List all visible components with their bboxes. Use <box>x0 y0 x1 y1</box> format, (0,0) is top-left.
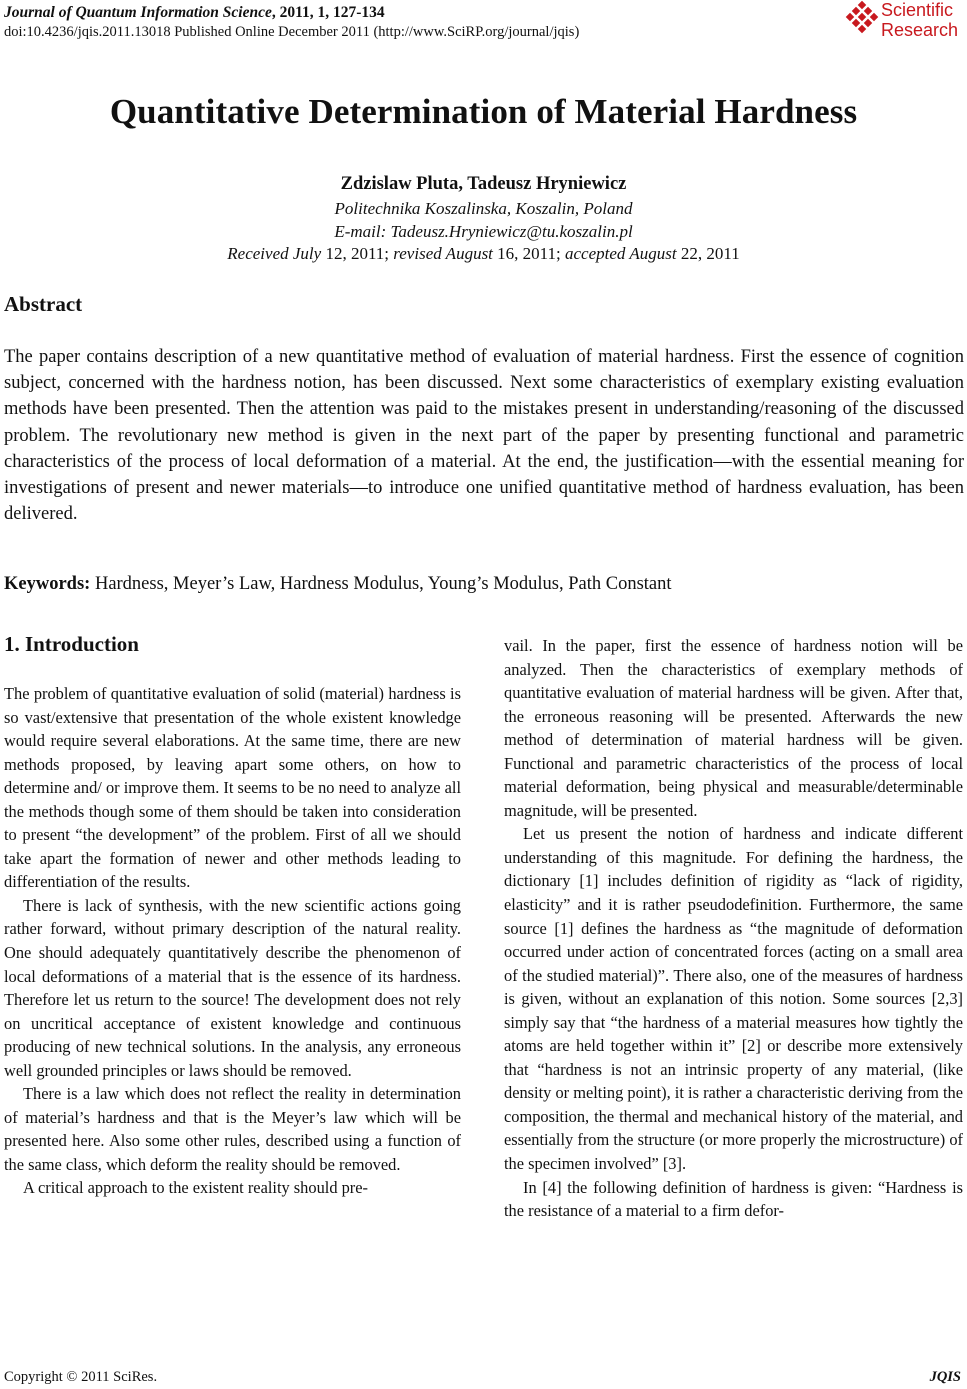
journal-citation <box>4 4 385 22</box>
doi-line: doi:10.4236/jqis.2011.13018 Published Online December 2011 (http://www.SciRP.org/journal/jqis) <box>4 24 580 40</box>
accepted-label: accepted August <box>565 244 677 263</box>
right-column <box>504 634 963 1223</box>
author-email: E-mail: Tadeusz.Hryniewicz@tu.koszalin.pl <box>334 222 633 241</box>
logo-diamond-icon <box>845 0 879 40</box>
keywords-label: Keywords: <box>4 574 91 594</box>
copyright-notice: Copyright © 2011 SciRes. <box>4 1369 158 1385</box>
paper-title: Quantitative Determination of Material Hardness <box>109 92 858 131</box>
logo-line-1: Scientific <box>881 0 954 20</box>
paragraph: vail. In the paper, first the essence of hardness notion will be analyzed. Then the characteristics of exemplary methods of quantitative evaluation of material hardness will be given. After that, the erroneous reasoning will be presented. Afterwards the new method of determination of material hardness will be given. Functional and parametric characteristics of the process of local material deformation, being physical and measurable/determinable magnitude, will be presented. <box>504 636 963 820</box>
paragraph: There is lack of synthesis, with the new scientific actions going rather forward, without primary description of the natural reality. One should adequately quantitatively describe the phenomenon of local deformations of a material that is the essence of its hardness. Therefore let us return to the source! The development does not rely on uncritical acceptance of existent knowledge and continuous producing of new technical solutions. In the analysis, any erroneous well grounded principles or laws should be removed. <box>4 895 461 1080</box>
revised-label: revised August <box>393 244 493 263</box>
received-label: Received July <box>227 244 322 263</box>
logo-line-2: Research <box>881 20 959 40</box>
logo-wordmark <box>881 0 958 40</box>
journal-name: Journal of Quantum Information Science <box>4 4 272 21</box>
section-heading-introduction: 1. Introduction <box>4 632 139 656</box>
submission-dates <box>0 244 967 264</box>
journal-volume-pages: , 2011, 1, 127-134 <box>271 4 385 21</box>
paragraph: In [4] the following definition of hardness is given: “Hardness is the resistance of a material to a firm defor- <box>504 1177 963 1221</box>
received-date: 12, 2011; <box>321 244 394 263</box>
paragraph: There is a law which does not reflect the reality in determination of material’s hardness and that is the Meyer’s law which will be presented here. Also some other rules, described using a function of the same class, which deform the reality should be removed. <box>4 1084 461 1174</box>
scientific-research-logo <box>845 0 965 44</box>
affiliation: Politechnika Koszalinska, Koszalin, Poland <box>334 199 633 218</box>
authors: Zdzislaw Pluta, Tadeusz Hryniewicz <box>340 174 627 194</box>
paragraph: Let us present the notion of hardness and indicate different understanding of this magnitude. For defining the hardness, the dictionary [1] includes definition of rigidity as “lack of rigidity, elasticity” and it is rather pseudodefinition. Furthermore, the same source [1] defines the hardness as “the magnitude of deformation occurred under action of concentrated forces (acting on a small area of the studied material)”. There also, one of the measures of hardness is given, without an explanation of this notion. Some sources [2,3] simply say that “the hardness of a material measures how tightly the atoms are held together within it” [2] or describe more extensively that “hardness is not an intrinsic property of any material, (like density or melting point), it is rather a characteristic deriving from the composition, the thermal and mechanical history of the material, and essentially from the structure (or more properly the microstructure) of the specimen involved” [3]. <box>504 824 963 1174</box>
left-column <box>4 682 461 1200</box>
journal-abbreviation: JQIS <box>929 1369 961 1385</box>
abstract-text: The paper contains description of a new quantitative method of evaluation of material hardness. First the essence of cognition subject, concerned with the hardness notion, has been discussed. Next some characteristics of exemplary existing evaluation methods have been presented. Then the attention was paid to the mistakes present in understanding/reasoning of the discussed problem. The revolutionary new method is given in the next part of the paper by presenting functional and parametric characteristics of the process of local deformation of a material. At the end, the justification—with the essential meaning for investigations of present and newer materials—to introduce one unified quantitative method of hardness evaluation, has been delivered. <box>4 347 964 525</box>
abstract-heading: Abstract <box>4 292 83 316</box>
revised-date: 16, 2011; <box>492 244 566 263</box>
keywords <box>4 574 964 595</box>
accepted-date: 22, 2011 <box>676 244 740 263</box>
paragraph: A critical approach to the existent reality should pre- <box>23 1178 368 1198</box>
paragraph: The problem of quantitative evaluation of solid (material) hardness is so vast/extensive that presentation of the whole existent knowledge would require several elaborations. At the same time, there are new methods proposed, by leaving apart some others, on how to determine and/ or improve them. It seems to be no need to analyze all the methods though some of them should be taken into consideration to present “the development” of the problem. First of all we should take apart the formation of newer and other methods leading to differentiation of the results. <box>4 684 461 892</box>
keywords-list: Hardness, Meyer’s Law, Hardness Modulus, Young’s Modulus, Path Constant <box>90 574 672 594</box>
